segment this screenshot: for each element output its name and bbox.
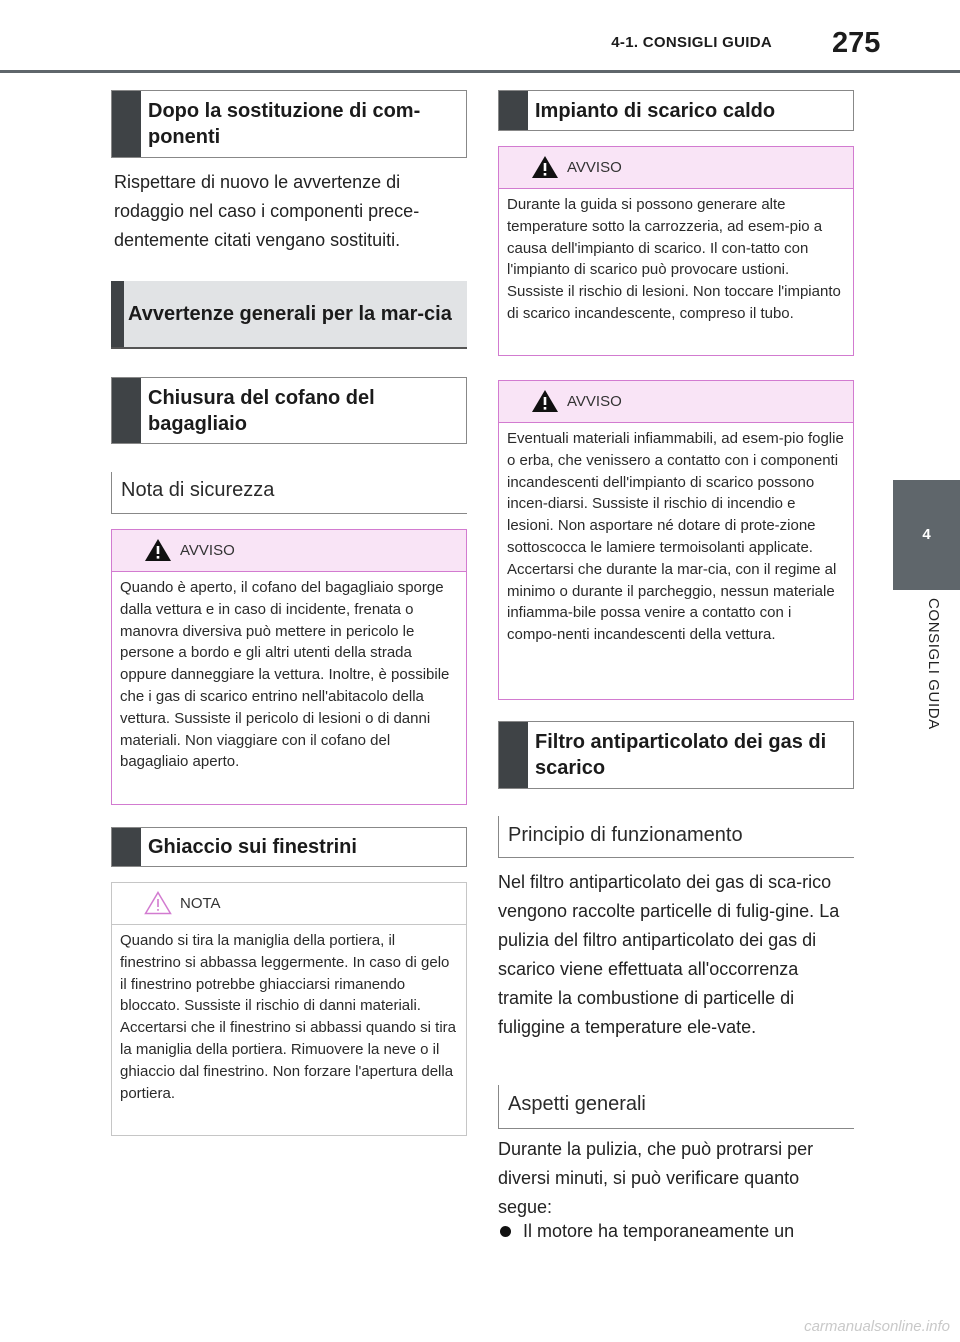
warning-triangle-icon <box>144 538 172 562</box>
watermark: carmanualsonline.info <box>804 1318 950 1335</box>
bullet-item: Il motore ha temporaneamente un <box>523 1221 795 1241</box>
note-text: Quando si tira la maniglia della portiera, il finestrino si abbassa leggermente. In caso di gelo il finestrino potrebbe ghiacciarsi rimanendo bloccato. Sussiste il rischio di danni materiali. Accertarsi che il finestrino si abbassi quando si tira la maniglia della portiera. Rimuovere la neve o il ghiaccio dal finestrino. Non forzare l'apertura della portiera. <box>120 932 456 1102</box>
warning-header <box>112 530 466 572</box>
warning-box-exhaust <box>498 146 854 356</box>
heading-exhaust <box>498 90 854 131</box>
warning-box-hood <box>111 529 467 805</box>
section-title: 4-1. CONSIGLI GUIDA <box>611 34 772 51</box>
paragraph-general: Durante la pulizia, che può protrarsi per diversi minuti, si può verificare quanto segue: <box>498 1139 814 1217</box>
heading-text: Avvertenze generali per la mar-cia <box>128 303 452 325</box>
warning-label: AVVISO <box>567 393 622 410</box>
heading-accent <box>111 281 124 347</box>
heading-text: Impianto di scarico caldo <box>535 99 776 122</box>
page-number: 275 <box>832 27 881 59</box>
subheading-general: Aspetti generali <box>498 1085 854 1129</box>
heading-ice <box>111 827 467 867</box>
heading-text: Ghiaccio sui finestrini <box>148 836 357 858</box>
warning-text: Quando è aperto, il cofano del bagagliaio sporge dalla vettura e in caso di incidente, frenata o manovra diversiva può mettere in pericolo le persone a bordo e gli altri utenti della strada oppure danneggiare la vettura. Inoltre, è possibile che i gas di scarico entrino nell'abitacolo della vettura. Sussiste il pericolo di lesioni o di danni materiali. Non viaggiare con il cofano del bagagliaio aperto. <box>120 579 450 771</box>
caution-triangle-icon <box>144 891 172 915</box>
heading-filter <box>498 721 854 789</box>
heading-accent <box>112 91 141 157</box>
warning-label: AVVISO <box>567 159 622 176</box>
heading-accent <box>499 722 528 788</box>
header-rule <box>0 70 960 73</box>
heading-hood <box>111 377 467 444</box>
note-box-ice <box>111 882 467 1136</box>
warning-label: AVVISO <box>180 542 235 559</box>
warning-triangle-icon <box>531 389 559 413</box>
heading-accent <box>112 828 141 866</box>
subheading-principle: Principio di funzionamento <box>498 816 854 858</box>
subheading-safety: Nota di sicurezza <box>111 472 467 514</box>
note-header <box>112 883 466 925</box>
warning-triangle-icon <box>531 155 559 179</box>
paragraph-components: Rispettare di nuovo le avvertenze di rodaggio nel caso i componenti prece-dentemente citati vengano sostituiti. <box>114 172 420 250</box>
heading-accent <box>499 91 528 130</box>
warning-text: Eventuali materiali infiammabili, ad esem-pio foglie o erba, che venissero a contatto con i componenti incandescenti dell'impianto di scarico possono incen-diarsi. Sussiste il rischio di incendio e lesioni. Non asportare né dotare di prote-zione sottoscocca le lamiere termoisolanti applicate. Accertarsi che durante la mar-cia, con il regime al minimo o durante il parcheggio, nessun materiale infiamma-bile possa venire a contatto con i compo-nenti incandescenti della vettura. <box>507 430 844 644</box>
heading-text: Chiusura del cofano del bagagliaio <box>148 386 375 435</box>
warning-header <box>499 147 853 189</box>
heading-text: Dopo la sostituzione di com-ponenti <box>148 100 421 148</box>
bullet-icon <box>500 1226 511 1237</box>
warning-header <box>499 381 853 423</box>
warning-box-flammable <box>498 380 854 700</box>
note-label: NOTA <box>180 895 221 912</box>
heading-accent <box>112 378 141 443</box>
heading-text: Filtro antiparticolato dei gas di scarico <box>535 731 827 779</box>
warning-text: Durante la guida si possono generare alte temperature sotto la carrozzeria, ad esem-pio a causa dell'impianto di scarico. Il con-tatto con l'impianto di scarico può provocare ustioni. Sussiste il rischio di lesioni. Non toccare l'impianto di scarico incandescente, compreso il tubo. <box>507 196 841 322</box>
chapter-tab[interactable]: 4 <box>893 480 960 590</box>
chapter-label: CONSIGLI GUIDA <box>925 598 942 730</box>
heading-components <box>111 90 467 158</box>
paragraph-principle: Nel filtro antiparticolato dei gas di sca-rico vengono raccolte particelle di fulig-gine. La pulizia del filtro antiparticolato dei gas di scarico viene effettuata all'occorrenza tramite la combustione di particelle di fuliggine a temperature ele-vate. <box>498 872 840 1037</box>
heading-general-warnings <box>111 281 467 349</box>
